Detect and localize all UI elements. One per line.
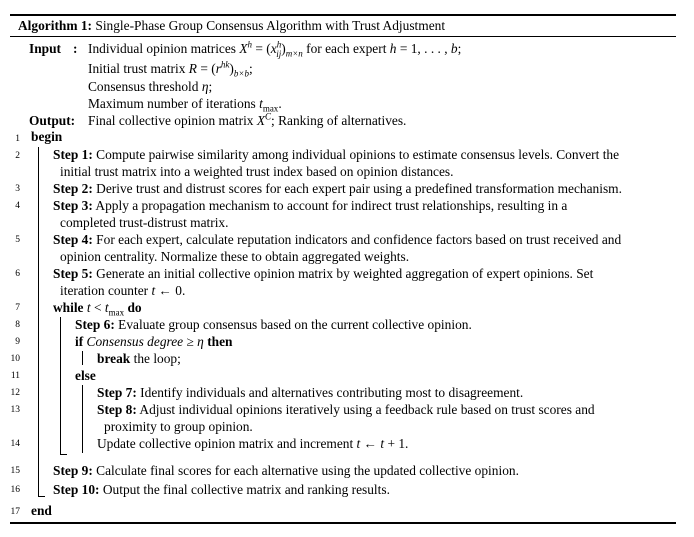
step-10-line-1 (53, 482, 390, 497)
if-keyword: if (75, 334, 84, 349)
if-line: if Consensus degree ≥ η then (75, 334, 233, 349)
line-number-16: 16 (10, 485, 20, 495)
step-2-line-1 (53, 181, 622, 196)
output-text: Final collective opinion matrix $X^C$; Ranking of alternatives. (88, 111, 407, 128)
break-line (97, 351, 181, 366)
line-number-14: 14 (10, 439, 20, 449)
step-7-label: Step 7: (97, 385, 137, 400)
line-number-5: 5 (15, 235, 20, 245)
step-1-line-1 (53, 147, 619, 162)
step-9-label: Step 9: (53, 463, 93, 478)
algorithm-title: Single-Phase Group Consensus Algorithm with Trust Adjustment (95, 18, 446, 33)
step-3-line-2: completed trust-distrust matrix. (60, 215, 229, 230)
step-4-label: Step 4: (53, 232, 93, 247)
line-number-11: 11 (10, 371, 20, 381)
step-2-label: Step 2: (53, 181, 93, 196)
input-colon: : (73, 41, 78, 56)
step-6-line-1 (75, 317, 472, 332)
line-number-6: 6 (15, 269, 20, 279)
step-8-text: Adjust individual opinions iteratively using a feedback rule based on trust scores and (139, 402, 595, 417)
step-8-line-1 (97, 402, 595, 417)
break-rest: the loop; (133, 351, 181, 366)
input-line-1: Individual opinion matrices $X^h = (x^h_{ij})_{m\times n}$ for each expert h = 1, . . . , b; (88, 39, 462, 59)
top-rule (10, 14, 676, 16)
output-label: Output: (29, 113, 76, 128)
else-block-line (82, 385, 83, 453)
step-4-line-2: opinion centrality. Normalize these to obtain aggregated weights. (60, 249, 410, 264)
step-1-text: Compute pairwise similarity among individual opinions to estimate consensus levels. Convert the (96, 147, 620, 162)
update-line: Update collective opinion matrix and increment t ← t + 1. (97, 436, 409, 451)
input-line-3: Consensus threshold η; (88, 79, 213, 94)
step-1-label: Step 1: (53, 147, 93, 162)
step-3-label: Step 3: (53, 198, 93, 213)
header-rule (10, 36, 676, 37)
step-2-text: Derive trust and distrust scores for each expert pair using a predefined transformation mechanism. (96, 181, 622, 196)
algorithm-header (18, 18, 445, 33)
step-7-line-1 (97, 385, 523, 400)
step-4-text: For each expert, calculate reputation indicators and confidence factors based on trust received and (96, 232, 622, 247)
if-block-line (82, 351, 83, 365)
line-number-9: 9 (15, 337, 20, 347)
begin-block-line (38, 147, 39, 497)
line-number-7: 7 (15, 303, 20, 313)
while-line: while $t < t_{max}$ do (53, 300, 142, 318)
input-label: Input (29, 41, 62, 56)
step-5-line-1 (53, 266, 593, 281)
step-3-text: Apply a propagation mechanism to account for indirect trust relationships, resulting in a (95, 198, 568, 213)
else-keyword: else (75, 368, 96, 383)
line-number-15: 15 (10, 466, 20, 476)
line-number-2: 2 (15, 151, 20, 161)
begin-keyword: begin (31, 129, 63, 144)
step-8-label: Step 8: (97, 402, 137, 417)
algorithm-label: Algorithm 1: (18, 18, 93, 33)
line-number-12: 12 (10, 388, 20, 398)
bottom-rule (10, 522, 676, 524)
step-4-line-1 (53, 232, 621, 247)
step-5-label: Step 5: (53, 266, 93, 281)
line-number-10: 10 (10, 354, 20, 364)
step-5-line-2: iteration counter t ← 0. (60, 283, 186, 298)
line-number-4: 4 (15, 201, 20, 211)
do-keyword: do (127, 300, 142, 315)
step-9-text: Calculate final scores for each alternative using the updated collective opinion. (96, 463, 519, 478)
line-number-17: 17 (10, 507, 20, 517)
while-keyword: while (53, 300, 84, 315)
while-block-line (60, 317, 61, 455)
while-block-foot (60, 454, 67, 455)
step-8-line-2: proximity to group opinion. (104, 419, 253, 434)
step-6-label: Step 6: (75, 317, 115, 332)
step-5-text: Generate an initial collective opinion matrix by weighted aggregation of expert opinions. Set (96, 266, 594, 281)
input-line-2: Initial trust matrix $R = (r^{hk})_{b\times b}$; (88, 59, 253, 79)
step-3-line-1 (53, 198, 567, 213)
line-number-13: 13 (10, 405, 20, 415)
step-10-label: Step 10: (53, 482, 100, 497)
then-keyword: then (207, 334, 233, 349)
end-keyword: end (31, 503, 52, 518)
step-10-text: Output the final collective matrix and ranking results. (102, 482, 390, 497)
line-number-3: 3 (15, 184, 20, 194)
begin-block-foot (38, 496, 45, 497)
input-line-4: Maximum number of iterations $t_{max}$. (88, 96, 282, 114)
line-number-8: 8 (15, 320, 20, 330)
step-9-line-1 (53, 463, 519, 478)
line-number-1: 1 (15, 134, 20, 144)
step-6-text: Evaluate group consensus based on the current collective opinion. (118, 317, 472, 332)
step-7-text: Identify individuals and alternatives contributing most to disagreement. (140, 385, 524, 400)
break-keyword: break (97, 351, 131, 366)
step-1-line-2: initial trust matrix into a weighted trust index based on opinion distances. (60, 164, 454, 179)
